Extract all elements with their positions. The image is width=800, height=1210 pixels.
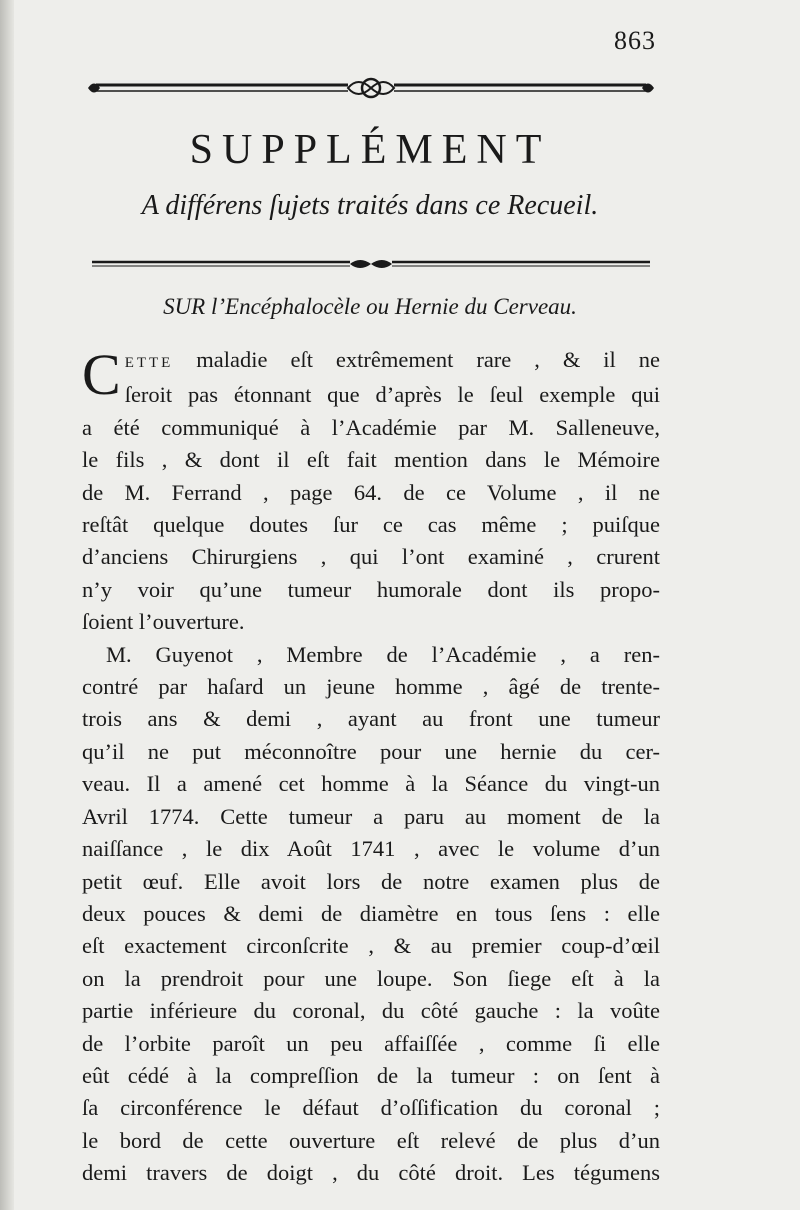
text-line: veau. Il a amené cet homme à la Séance du vingt-un	[82, 771, 660, 797]
text-line: partie inférieure du coronal, du côté gauche : la voûte	[82, 998, 660, 1024]
text-line: reſtât quelque doutes ſur ce cas même ; puiſque	[82, 512, 660, 538]
text-line: trois ans & demi , ayant au front une tumeur	[82, 706, 660, 732]
drop-cap: C	[82, 342, 121, 407]
paragraph-1	[82, 344, 660, 639]
text-line: demi travers de doigt , du côté droit. Les tégumens	[82, 1160, 660, 1186]
body-text	[82, 344, 660, 1190]
text-line: ſa circonférence le défaut d’oſſification du coronal ;	[82, 1095, 660, 1121]
text-line: d’anciens Chirurgiens , qui l’ont examiné , crurent	[82, 544, 660, 570]
text-line: le fils , & dont il eſt fait mention dans le Mémoire	[82, 447, 660, 473]
text-line: M. Guyenot , Membre de l’Académie , a ren-	[106, 641, 660, 667]
text-line: a été communiqué à l’Académie par M. Salleneuve,	[82, 414, 660, 440]
text-line: n’y voir qu’une tumeur humorale dont ils propo-	[82, 576, 660, 602]
text-line: ſoient l’ouverture.	[82, 609, 245, 635]
middle-ornamental-rule	[86, 255, 656, 273]
small-caps-word: ETTE	[124, 355, 174, 371]
text-line: de M. Ferrand , page 64. de ce Volume , il ne	[82, 479, 660, 505]
page-subtitle: A différens ſujets traités dans ce Recueil.	[141, 190, 599, 221]
text-line: de l’orbite paroît un peu affaiſſée , comme ſi elle	[82, 1030, 660, 1056]
top-ornamental-rule	[86, 76, 656, 102]
text-line: qu’il ne put méconnoître pour une hernie du cer-	[82, 738, 660, 764]
text-line: ſeroit pas étonnant que d’après le ſeul exemple qui	[124, 382, 660, 408]
text-line: Avril 1774. Cette tumeur a paru au moment de la	[82, 803, 660, 829]
text-line: petit œuf. Elle avoit lors de notre examen plus de	[82, 868, 660, 894]
page-title: SUPPLÉMENT	[189, 127, 551, 173]
text-line: le bord de cette ouverture eſt relevé de plus d’un	[82, 1127, 660, 1153]
text-line: naiſſance , le dix Août 1741 , avec le volume d’un	[82, 836, 660, 862]
text-line: deux pouces & demi de diamètre en tous ſens : elle	[82, 900, 660, 926]
text-line: eſt exactement circonſcrite , & au premier coup-d’œil	[82, 933, 660, 959]
text-line: eût cédé à la compreſſion de la tumeur : on ſent à	[82, 1062, 660, 1088]
text-line: contré par haſard un jeune homme , âgé de trente-	[82, 674, 660, 700]
paragraph-2	[82, 639, 660, 1190]
page-binding-shadow	[0, 0, 14, 1210]
text-line: on la prendroit pour une loupe. Son ſiege eſt à la	[82, 965, 660, 991]
section-heading: SUR l’Encéphalocèle ou Hernie du Cerveau.	[163, 294, 577, 319]
page-number: 863	[614, 26, 656, 55]
text-line: ETTE maladie eſt extrêmement rare , & il ne	[124, 347, 660, 372]
